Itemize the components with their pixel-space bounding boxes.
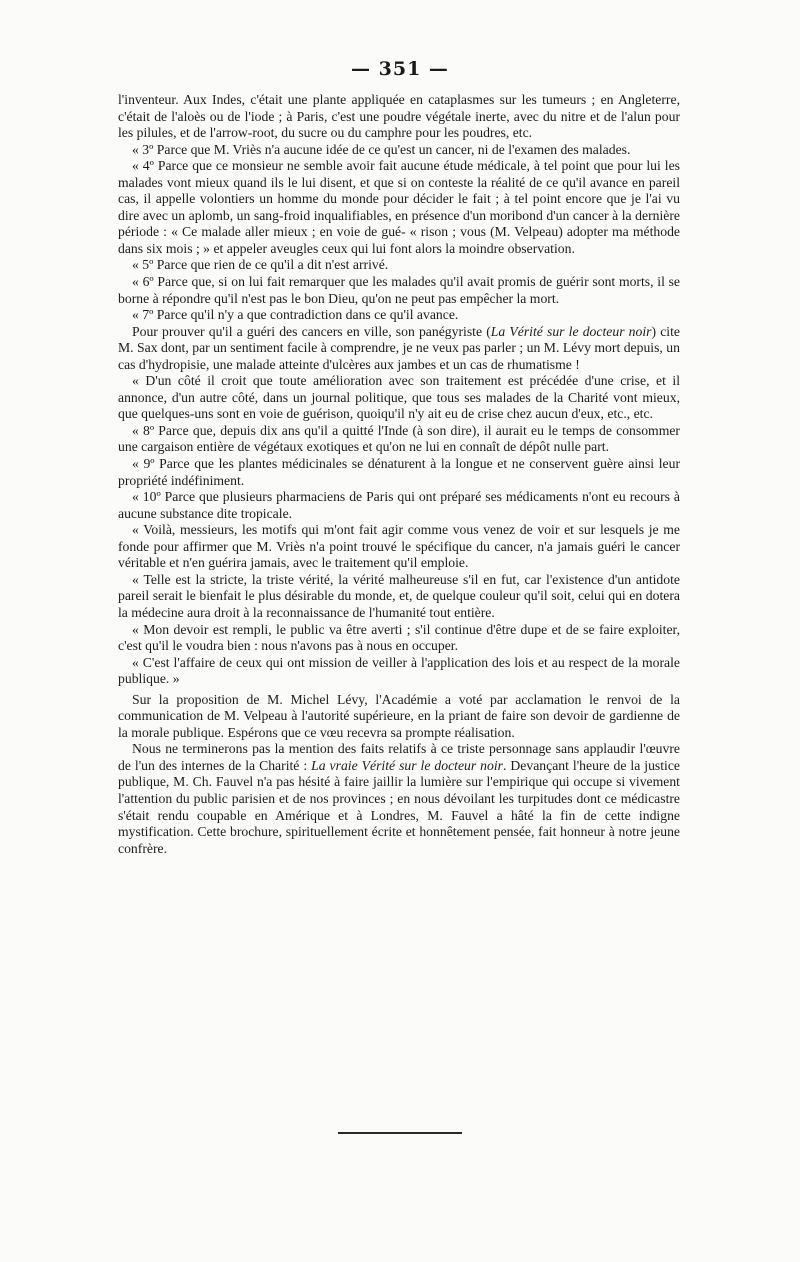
paragraph-point-7: « 7º Parce qu'il n'y a que contradiction dans ce qu'il avance. [132, 307, 459, 323]
body-text [118, 92, 680, 857]
paragraph-nous-ne-terminerons-before: Nous ne terminerons pas la mention des faits relatifs à ce triste personnage sans applaudir l'œuvre de l'un des internes de la Charité : [118, 741, 680, 773]
paragraph-continuation: l'inventeur. Aux Indes, c'était une plante appliquée en cataplasmes sur les tumeurs ; en Angleterre, c'était de l'aloès ou de l'iode ; à Paris, c'est une poudre végétale inerte, avec du nitre et de l'alun pour les pilules, et de l'arrow-root, du sucre ou du camphre pour les poudres, etc. [118, 92, 680, 141]
paragraph-pour-prouver-before: Pour prouver qu'il a guéri des cancers en ville, son panégyriste ( [132, 323, 491, 339]
paragraph-cest-laffaire: « C'est l'affaire de ceux qui ont mission de veiller à l'application des lois et au respect de la morale publique. » [118, 654, 680, 687]
section-divider-rule [338, 1132, 462, 1134]
paragraph-point-10: « 10º Parce que plusieurs pharmaciens de Paris qui ont préparé ses médicaments n'ont eu recours à aucune substance dite tropicale. [118, 489, 680, 521]
paragraph-pour-prouver [118, 324, 680, 374]
paragraph-mon-devoir: « Mon devoir est rempli, le public va être averti ; s'il continue d'être dupe et de se faire exploiter, c'est qu'il le voudra bien : nous n'avons pas à nous en occuper. [118, 621, 680, 654]
book-title-verite: La Vérité sur le docteur noir [490, 323, 652, 339]
paragraph-nous-ne-terminerons-after: . Devançant l'heure de la justice publique, M. Ch. Fauvel n'a pas hésité à faire jaillir la lumière sur l'empirique qui occupe si vivement l'attention du public parisien et de nos provinces ; en nous dévoilant les turpitudes dont ce médicastre s'était rendu coupable en Amérique et à Londres, M. Fauvel a hâté la fin de cette indigne mystification. Cette brochure, spirituellement écrite et honnêtement pensée, fait honneur à notre jeune confrère. [118, 757, 680, 856]
paragraph-pour-prouver-after: ) cite M. Sax dont, par un sentiment facile à comprendre, je ne veux pas parler ; un M. Lévy mort depuis, un cas d'hydropisie, une malade atteinte d'ulcères aux jambes et un cas de rhumatisme ! [118, 323, 680, 372]
paragraph-telle-est: « Telle est la stricte, la triste vérité, la vérité malheureuse s'il en fut, car l'existence d'un antidote pareil serait le bienfait le plus désirable du monde, et, de quelque couleur qu'il soit, celui qui en dotera la médecine aura droit à la reconnaissance de l'humanité tout entière. [118, 571, 680, 620]
paragraph-point-5: « 5º Parce que rien de ce qu'il a dit n'est arrivé. [132, 257, 389, 273]
paragraph-dun-cote: « D'un côté il croit que toute amélioration avec son traitement est précédée d'une crise, et il annonce, d'un autre côté, dans un journal politique, que tous ses malades de la Charité vont mieux, que quelques-uns sont en voie de guérison, quoiqu'il n'y ait eu de crise chez aucun d'eux, etc., etc. [118, 373, 680, 422]
page-number: — 351 — [351, 58, 449, 80]
paragraph-point-9: « 9º Parce que les plantes médicinales se dénaturent à la longue et ne conservent guère ainsi leur propriété indéfiniment. [118, 456, 680, 488]
book-title-vraie-verite: La vraie Vérité sur le docteur noir [311, 757, 503, 773]
paragraph-sur-la-proposition: Sur la proposition de M. Michel Lévy, l'Académie a voté par acclamation le renvoi de la communication de M. Velpeau à l'autorité supérieure, en la priant de faire son devoir de gardienne de la morale publique. Espérons que ce vœu recevra sa prompte réalisation. [118, 691, 680, 740]
paragraph-point-4: « 4º Parce que ce monsieur ne semble avoir fait aucune étude médicale, à tel point que pour lui les malades vont mieux quand ils le lui disent, et que si on conteste la réalité de ce qu'il avance en pareil cas, il appelle volontiers un homme du monde pour décider le fait ; à tel point encore que je l'ai vu dire avec un aplomb, un sang-froid inqualifiables, en présence d'un moribond d'un cancer à la dernière période : « Ce malade aller mieux ; en voie de gué- « rison ; vous (M. Velpeau) adopter ma méthode dans six mois ; » et appeler aveugles ceux qui lui font alors la moindre observation. [118, 158, 680, 256]
paragraph-nous-ne-terminerons [118, 741, 680, 857]
paragraph-voila: « Voilà, messieurs, les motifs qui m'ont fait agir comme vous venez de voir et sur lesquels je me fonde pour affirmer que M. Vriès n'a point trouvé le spécifique du cancer, n'a jamais guéri le cancer véritable et n'en guérira jamais, avec le traitement qu'il emploie. [118, 522, 680, 571]
paragraph-point-8: « 8º Parce que, depuis dix ans qu'il a quitté l'Inde (à son dire), il aurait eu le temps de consommer une cargaison entière de végétaux exotiques et qu'on ne lui en connaît de dépôt nulle part. [118, 422, 680, 455]
paragraph-point-6: « 6º Parce que, si on lui fait remarquer que les malades qu'il avait promis de guérir sont morts, il se borne à répondre qu'il n'est pas le bon Dieu, qu'on ne peut pas empêcher la mort. [118, 274, 680, 306]
paragraph-point-3: « 3º Parce que M. Vriès n'a aucune idée de ce qu'est un cancer, ni de l'examen des malades. [132, 141, 631, 157]
